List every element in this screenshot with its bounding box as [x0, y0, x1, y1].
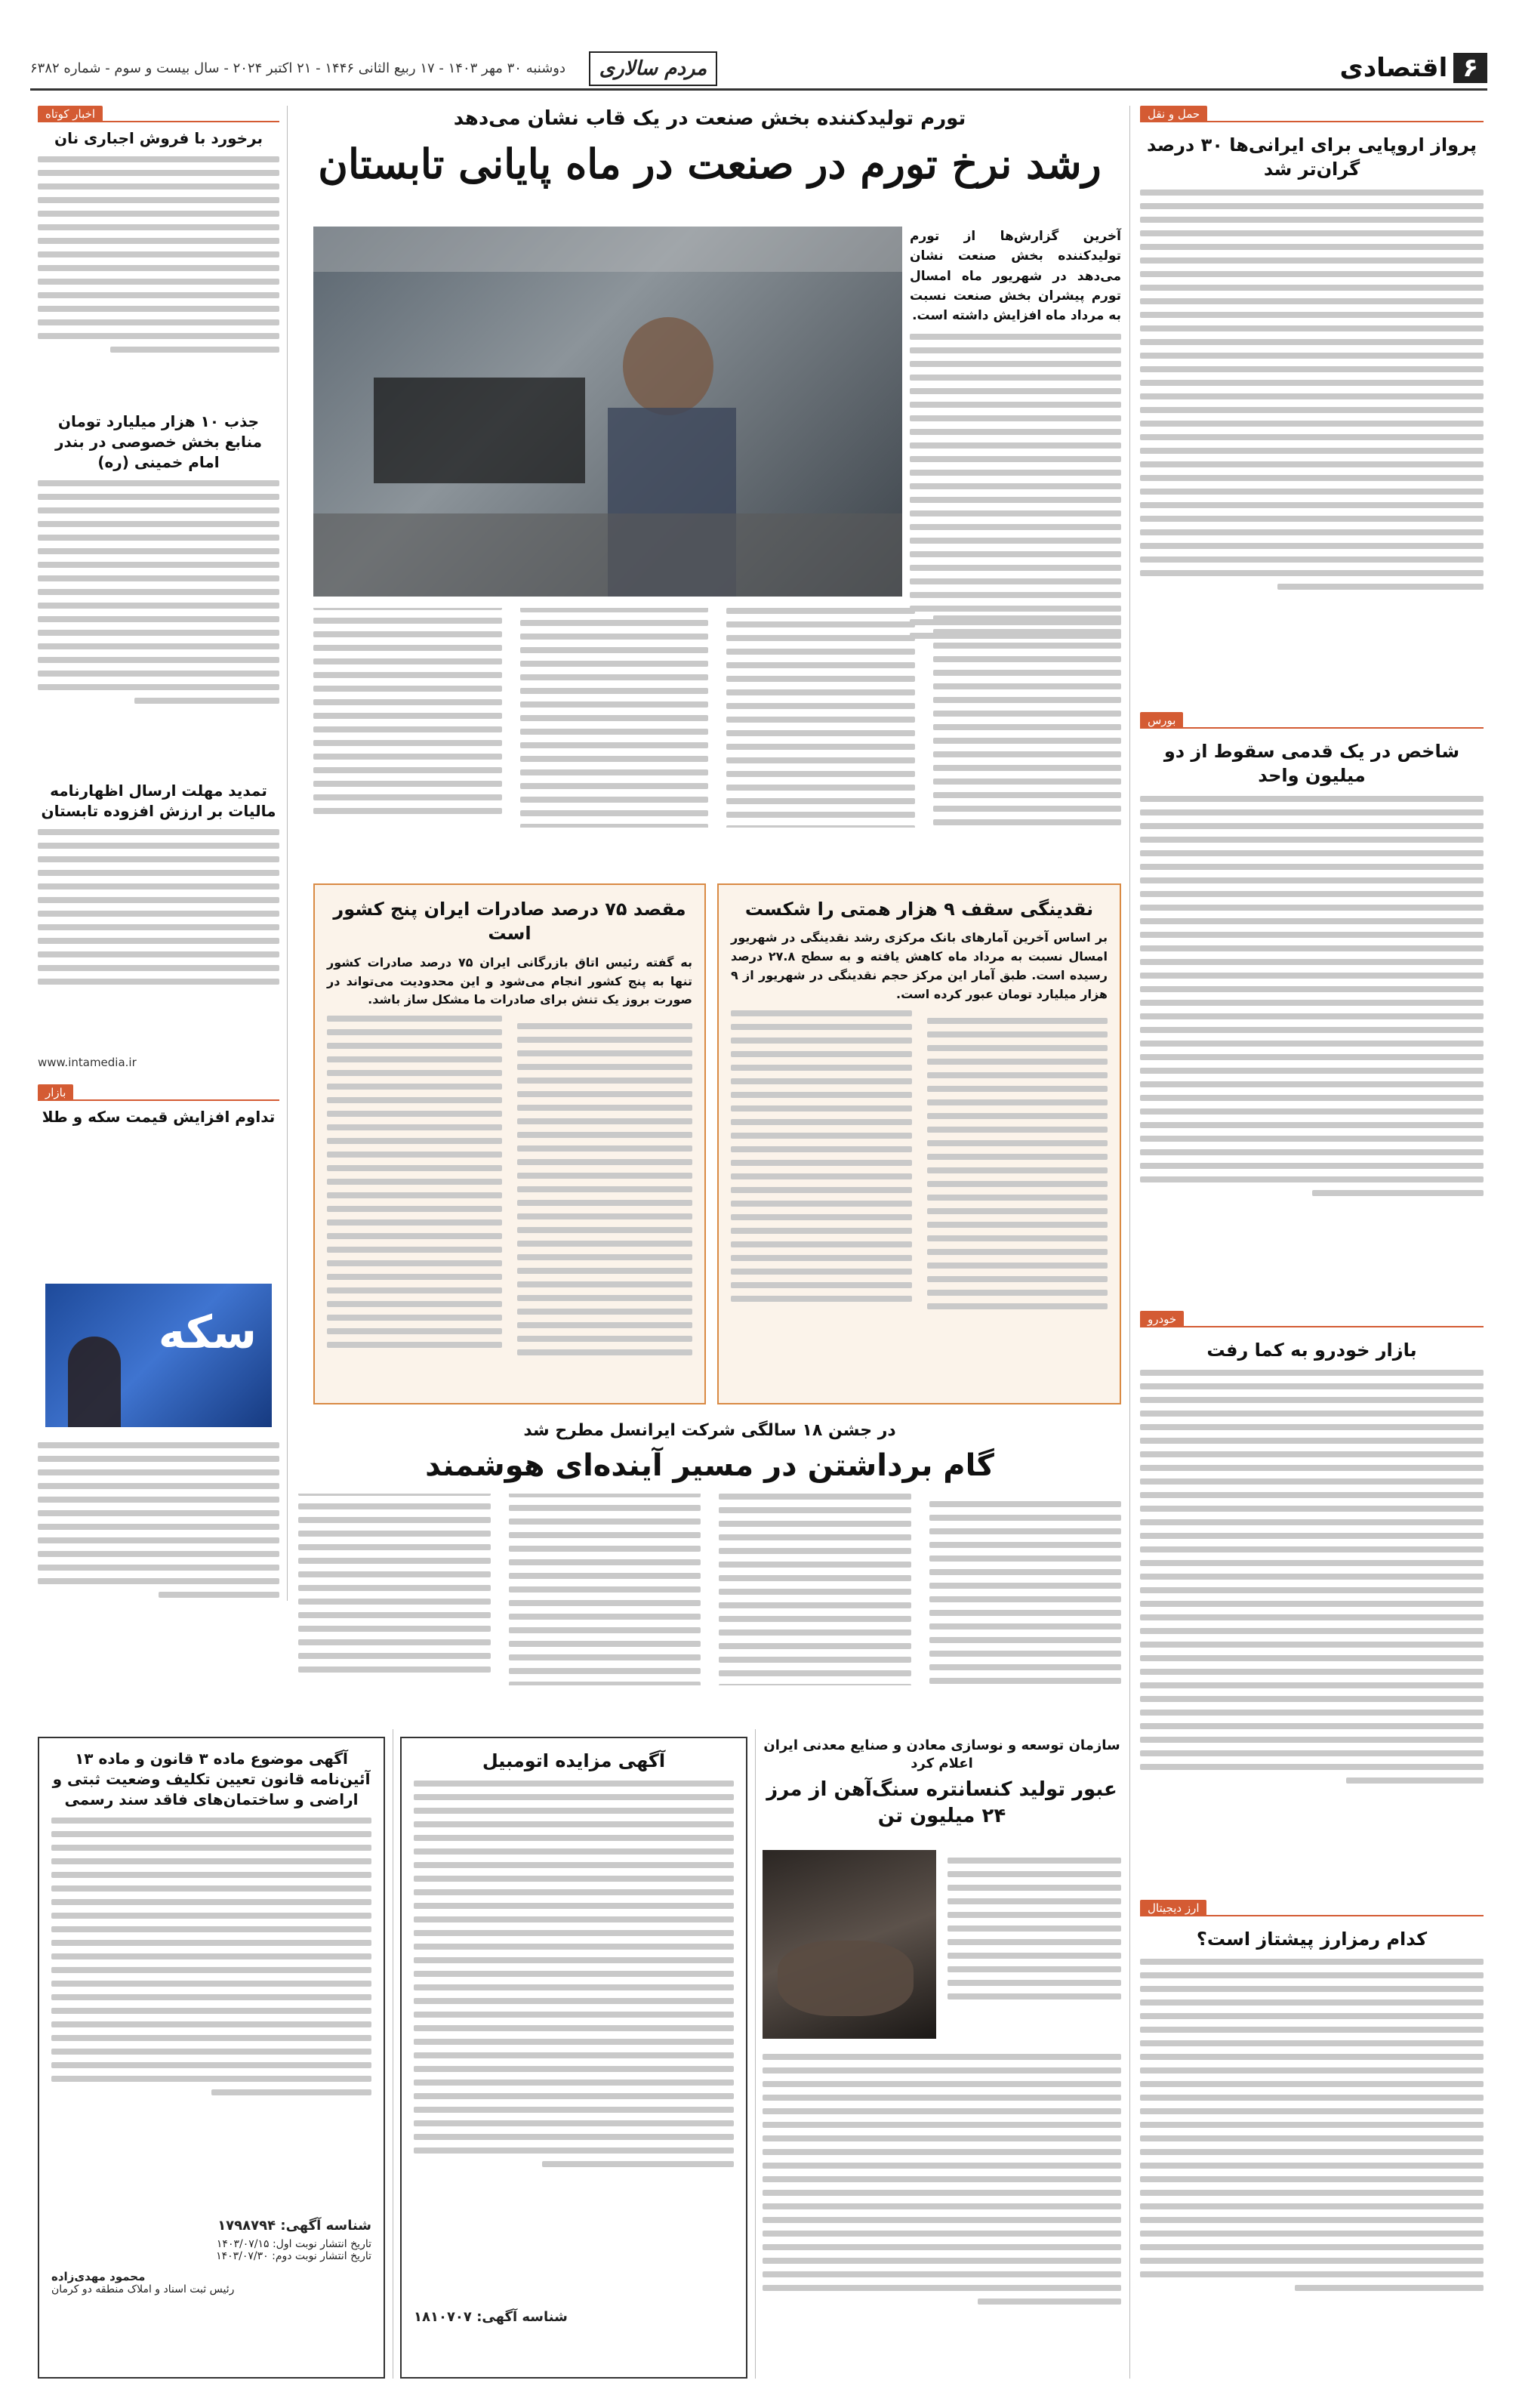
- tag-market: بازار: [38, 1084, 73, 1101]
- notice-date-second: تاریخ انتشار نوبت دوم: ۱۴۰۳/۰۷/۳۰: [216, 2250, 371, 2262]
- liquidity-lead: بر اساس آخرین آمارهای بانک مرکزی رشد نقدینگی در شهریور امسال نسبت به مرداد ماه کاهش یافته و به سطح ۲۷.۸ درصد رسیده است. طبق آمار این مرکز حجم نقدینگی در شهریور از ۹ هزار میلیارد تومان عبور کرده است.: [731, 930, 1108, 1001]
- article-title-bourse[interactable]: شاخص در یک قدمی سقوط از دو میلیون واحد: [1163, 740, 1460, 787]
- article-body: [910, 334, 1121, 639]
- article-title-flights[interactable]: پرواز اروپایی برای ایرانی‌ها ۳۰ درصد گران‌تر شد: [1147, 134, 1477, 180]
- tag-short-news: اخبار کوتاه: [38, 106, 103, 122]
- mining-headline[interactable]: عبور تولید کنسانتره سنگ‌آهن از مرز ۲۴ میلیون تن: [766, 1777, 1117, 1827]
- tag-bourse: بورس: [1140, 712, 1183, 729]
- notice-signatory-title: رئیس ثبت اسناد و املاک منطقه دو کرمان: [51, 2283, 235, 2295]
- newspaper-logo: مردم سالاری: [589, 51, 717, 86]
- article-title-tax[interactable]: تمدید مهلت ارسال اظهارنامه مالیات بر ارزش افزوده تابستان: [41, 782, 276, 820]
- page-header: [30, 45, 1487, 91]
- section-label: [1340, 53, 1487, 83]
- main-body-text: [313, 608, 1121, 865]
- main-headline[interactable]: رشد نرخ تورم در صنعت در ماه پایانی تابستان: [318, 140, 1102, 189]
- irancell-kicker: در جشن ۱۸ سالگی شرکت ایرانسل مطرح شد: [523, 1421, 896, 1440]
- auction-ad: [400, 1737, 747, 2379]
- article-title-gold[interactable]: تداوم افزایش قیمت سکه و طلا: [42, 1108, 276, 1126]
- article-body: [1140, 796, 1484, 1302]
- article-body: [1140, 1370, 1484, 1891]
- legal-notice-ad: [38, 1737, 385, 2379]
- main-lead-column: [910, 227, 1121, 646]
- notice-id-value: ۱۷۹۸۷۹۴: [217, 2218, 276, 2234]
- liquidity-title[interactable]: نقدینگی سقف ۹ هزار همتی را شکست: [744, 899, 1094, 920]
- website-link[interactable]: www.intamedia.ir: [38, 1056, 137, 1069]
- tag-car: خودرو: [1140, 1311, 1184, 1327]
- auction-title[interactable]: آگهی مزایده اتومبیل: [482, 1750, 666, 1771]
- section-name: اقتصادی: [1339, 53, 1448, 83]
- article-body: [1140, 190, 1484, 703]
- article-body: [948, 1850, 1121, 2039]
- irancell-story: [298, 1420, 1121, 1705]
- iron-ore-photo: [763, 1850, 936, 2039]
- article-body: [1140, 1959, 1484, 2404]
- exports-box: [313, 883, 706, 1404]
- article-body: [38, 829, 279, 1056]
- auction-id-label: شناسه آگهی:: [476, 2309, 568, 2326]
- main-story: [298, 106, 1121, 192]
- notice-id: [51, 2218, 371, 2234]
- article-body: [38, 156, 279, 405]
- irancell-headline[interactable]: گام برداشتن در مسیر آینده‌ای هوشمند: [425, 1448, 994, 1483]
- article-title-cars[interactable]: بازار خودرو به کما رفت: [1206, 1339, 1417, 1361]
- tag-transport: حمل و نقل: [1140, 106, 1207, 122]
- article-title-port[interactable]: جذب ۱۰ هزار میلیارد تومان منابع بخش خصوصی در بندر امام خمینی (ره): [54, 412, 262, 471]
- article-body: [38, 480, 279, 775]
- article-body: [38, 1435, 279, 1601]
- mining-kicker: سازمان توسعه و نوسازی معادن و صنایع معدنی ایران اعلام کرد: [763, 1737, 1120, 1772]
- liquidity-box: [717, 883, 1121, 1404]
- gold-shop-photo: [45, 1284, 272, 1427]
- auction-id-value: ۱۸۱۰۷۰۷: [414, 2309, 472, 2326]
- exports-lead: به گفته رئیس اتاق بازرگانی ایران ۷۵ درصد صادرات کشور تنها به پنج کشور انجام می‌شود و این محدودیت می‌تواند در صورت بروز یک تنش برای صادرات ما مشکل ساز باشد.: [327, 954, 692, 1007]
- article-body: [298, 1494, 1121, 1705]
- article-body: [731, 1010, 1108, 1313]
- article-body: [763, 2046, 1121, 2379]
- right-column: [1140, 106, 1484, 2404]
- notice-id-label: شناسه آگهی:: [280, 2218, 371, 2234]
- mining-story: [763, 1737, 1121, 1830]
- article-title-crypto[interactable]: کدام رمزارز پیشتاز است؟: [1196, 1928, 1428, 1950]
- main-lead: آخرین گزارش‌ها از تورم تولیدکننده بخش صنعت نشان می‌دهد در شهریور ماه امسال تورم پیشران بخش صنعت نسبت به مرداد ماه افزایش داشته است.: [910, 229, 1121, 324]
- ad-body: [51, 1818, 371, 2210]
- auction-id: [414, 2309, 734, 2325]
- shop-sign: سکه: [158, 1306, 257, 1359]
- tag-crypto: ارز دیجیتال: [1140, 1900, 1206, 1916]
- article-body: [327, 1016, 692, 1359]
- notice-signatory: محمود مهدی‌زاده: [51, 2270, 146, 2283]
- left-column: [38, 106, 279, 1133]
- notice-title[interactable]: آگهی موضوع ماده ۳ قانون و ماده ۱۳ آئین‌نامه قانون تعیین تکلیف وضعیت ثبتی و اراضی و ساختمان‌های فاقد سند رسمی: [52, 1750, 371, 1808]
- main-kicker: تورم تولیدکننده بخش صنعت در یک قاب نشان می‌دهد: [453, 107, 966, 130]
- page-number: ۶: [1453, 53, 1487, 83]
- dateline: دوشنبه ۳۰ مهر ۱۴۰۳ - ۱۷ ربیع الثانی ۱۴۴۶ - ۲۱ اکتبر ۲۰۲۴ - سال بیست و سوم - شماره ۶۳۸۲: [30, 60, 565, 76]
- exports-title[interactable]: مقصد ۷۵ درصد صادرات ایران پنج کشور است: [333, 899, 686, 945]
- ad-body: [414, 1781, 734, 2309]
- factory-photo: [313, 227, 902, 597]
- article-title-bread[interactable]: برخورد با فروش اجباری نان: [54, 129, 263, 147]
- notice-date-first: تاریخ انتشار نوبت اول: ۱۴۰۳/۰۷/۱۵: [216, 2238, 371, 2250]
